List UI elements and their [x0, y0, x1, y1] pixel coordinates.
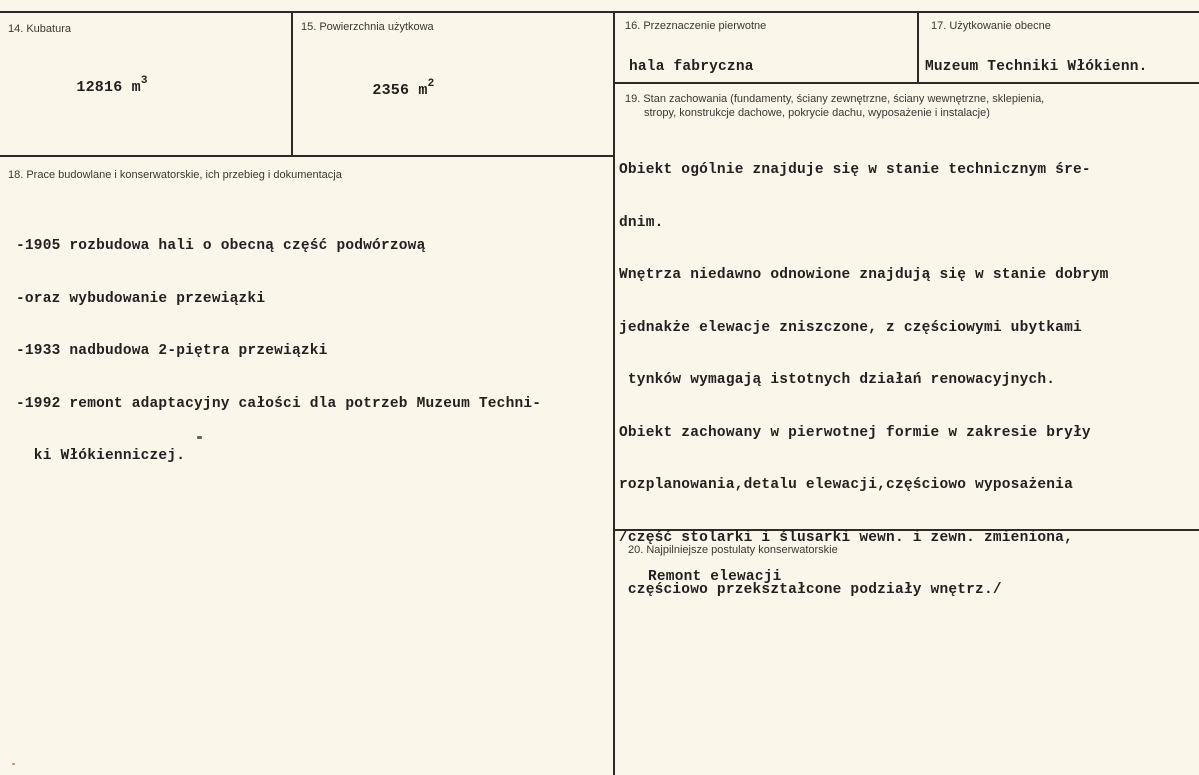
- field-19-line: Obiekt zachowany w pierwotnej formie w zakresie bryły: [619, 424, 1091, 441]
- field-20-label: 20. Najpilniejsze postulaty konserwatorskie: [628, 544, 838, 556]
- field-17-label: 17. Użytkowanie obecne: [931, 20, 1051, 32]
- paper-speck: [197, 436, 202, 439]
- field-15-label: 15. Powierzchnia użytkowa: [301, 21, 434, 33]
- field-19-line: rozplanowania,detalu elewacji,częściowo wyposażenia: [619, 477, 1073, 493]
- field-19-line: Wnętrza niedawno odnowione znajdują się w stanie dobrym: [619, 267, 1109, 283]
- powierzchnia-exponent: 2: [427, 77, 435, 90]
- field-19-line: tynków wymagają istotnych działań renowacyjnych.: [619, 372, 1056, 388]
- kubatura-exponent: 3: [140, 74, 148, 87]
- field-20-value: Remont elewacji: [648, 569, 782, 585]
- divider-14-15: [291, 11, 293, 156]
- field-14-label: 14. Kubatura: [8, 23, 71, 35]
- field-17-value: Muzeum Techniki Włókienn.: [925, 59, 1148, 75]
- field-15-value: [354, 58, 434, 99]
- field-14-value: [58, 55, 148, 96]
- field-18-line: -1933 nadbudowa 2-piętra przewiązki: [16, 343, 328, 359]
- field-19-line: Obiekt ogólnie znajduje się w stanie technicznym śre-: [619, 162, 1091, 178]
- field-18-line: -1905 rozbudowa hali o obecną część podwórzową: [16, 238, 426, 254]
- field-19-line: jednakże elewacje zniszczone, z częściowymi ubytkami: [619, 319, 1082, 336]
- divider-16-17: [917, 11, 919, 83]
- field-19-label-line1: 19. Stan zachowania (fundamenty, ściany zewnętrzne, ściany wewnętrzne, sklepienia,: [625, 93, 1045, 105]
- field-16-value: hala fabryczna: [629, 59, 754, 75]
- center-divider: [613, 11, 615, 775]
- powierzchnia-value: 2356 m: [372, 81, 428, 99]
- field-16-label: 16. Przeznaczenie pierwotne: [625, 20, 767, 32]
- divider-below-16-17: [613, 82, 1199, 84]
- kubatura-value: 12816 m: [76, 78, 141, 96]
- paper-speck: [12, 763, 15, 765]
- field-19-line: częściowo przekształcone podziały wnętrz./: [619, 582, 1002, 598]
- field-18-line: -oraz wybudowanie przewiązki: [16, 290, 266, 307]
- field-19-line: /część stolarki i ślusarki wewn. i zewn. zmieniona,: [619, 529, 1073, 546]
- field-18-line: ki Włókienniczej.: [16, 448, 186, 464]
- field-19-line: dnim.: [619, 214, 664, 231]
- field-18-line: -1992 remont adaptacyjny całości dla potrzeb Muzeum Techni-: [16, 395, 542, 412]
- field-19-label-line2: stropy, konstrukcje dachowe, pokrycie dachu, wyposażenie i instalacje): [644, 107, 990, 119]
- divider-below-14-15: [0, 155, 614, 157]
- top-border-line: [0, 11, 1199, 13]
- field-18-text: [16, 203, 541, 483]
- field-18-label: 18. Prace budowlane i konserwatorskie, ich przebieg i dokumentacja: [8, 169, 342, 181]
